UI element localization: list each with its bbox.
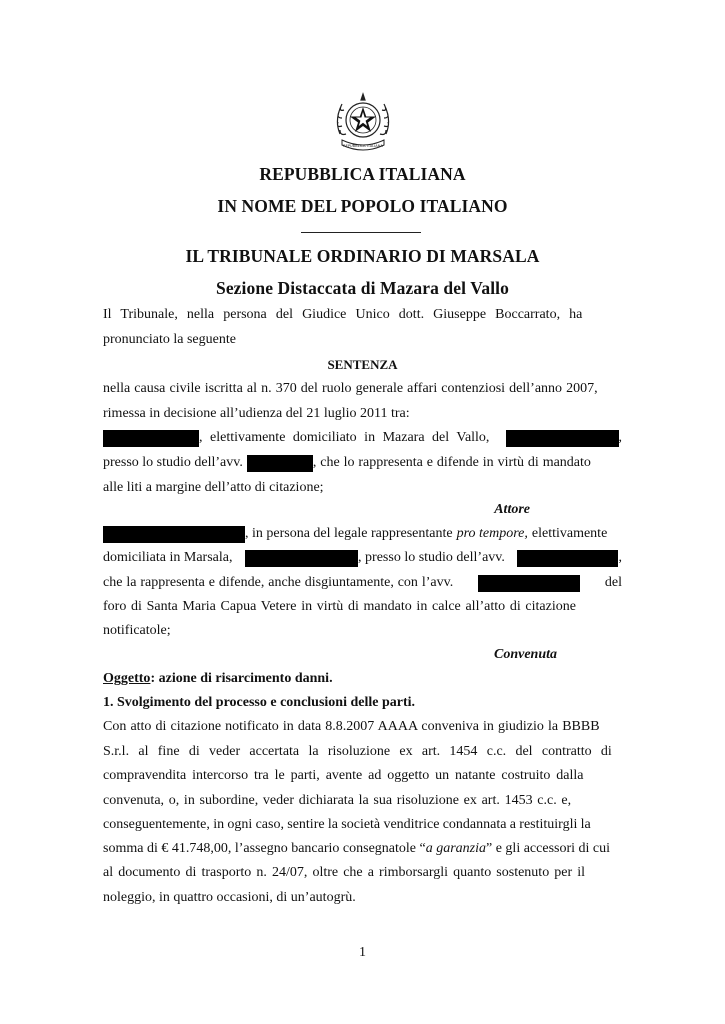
convenuta-text-1a: , in persona del legale rappresentante <box>245 526 453 541</box>
sentenza-heading: SENTENZA <box>327 357 398 372</box>
redacted-block <box>103 526 245 543</box>
attore-role-label: Attore <box>494 502 530 517</box>
section-1-line-5: conseguentemente, in ogni caso, sentire la società venditrice condannata a restituirgli la <box>103 817 591 832</box>
redacted-block <box>478 575 580 592</box>
redacted-block <box>517 550 618 567</box>
page-number: 1 <box>359 945 366 960</box>
section-1-text-6-italic: a garanzia <box>425 841 486 856</box>
intro-line-1 <box>103 306 622 324</box>
convenuta-text-1b: elettivamente <box>531 526 608 541</box>
redacted-block <box>247 455 313 472</box>
court-title: IL TRIBUNALE ORDINARIO DI MARSALA <box>185 246 540 266</box>
redacted-block <box>506 430 619 447</box>
court-section: Sezione Distaccata di Mazara del Vallo <box>215 278 509 298</box>
attore-line-2 <box>103 454 622 472</box>
convenuta-line-5: notificatole; <box>103 623 171 638</box>
oggetto-text: : azione di risarcimento danni. <box>150 671 333 686</box>
attore-text-1a: , elettivamente domiciliato in Mazara del Vallo, <box>199 430 490 445</box>
attore-line-3: alle liti a margine dell’atto di citazione; <box>103 480 324 495</box>
section-1-text-6b: ” e gli accessori di cui <box>486 841 611 856</box>
section-1-line-3: compravendita intercorso tra le parti, avente ad oggetto un natante costruito dalla <box>103 768 584 783</box>
redacted-block <box>103 430 199 447</box>
header-republic: REPUBBLICA ITALIANA <box>259 164 466 184</box>
section-1-line-8: noleggio, in quattro occasioni, di un’autogrù. <box>103 890 356 905</box>
section-1-line-6 <box>103 840 622 858</box>
causa-line-1: nella causa civile iscritta al n. 370 del ruolo generale affari contenziosi dell’anno 2007, <box>103 381 598 396</box>
section-1-line-2: S.r.l. al fine di veder accertata la risoluzione ex art. 1454 c.c. del contratto di <box>103 744 612 759</box>
section-1-heading: 1. Svolgimento del processo e conclusioni delle parti. <box>103 695 416 710</box>
convenuta-text-2c: , <box>618 550 622 565</box>
convenuta-text-1-italic: pro tempore, <box>456 526 528 541</box>
attore-text-1b: , <box>618 430 622 445</box>
header-people: IN NOME DEL POPOLO ITALIANO <box>217 196 508 216</box>
causa-line-2: rimessa in decisione all’udienza del 21 luglio 2011 tra: <box>103 406 410 421</box>
oggetto-label: Oggetto <box>103 671 151 686</box>
intro-text-1: Il Tribunale, nella persona del Giudice Unico dott. Giuseppe Boccarrato, ha <box>103 307 583 322</box>
convenuta-line-1 <box>103 525 622 543</box>
attore-role <box>103 501 530 519</box>
emblem-ribbon-text: REPUBBLICA ITALIANA <box>343 144 383 148</box>
attore-text-2b: , che lo rappresenta e difende in virtù di mandato <box>312 455 591 470</box>
convenuta-text-3a: che la rappresenta e difende, anche disgiuntamente, con l’avv. <box>103 575 454 590</box>
convenuta-line-3 <box>103 574 622 592</box>
section-1-line-7: al documento di trasporto n. 24/07, oltre che a rimborsargli quanto sostenuto per il <box>103 865 586 880</box>
convenuta-text-3b: del <box>604 575 622 590</box>
header-divider <box>301 232 421 233</box>
oggetto-line <box>103 670 622 688</box>
attore-line-1 <box>103 429 622 447</box>
section-1-line-1: Con atto di citazione notificato in data 8.8.2007 AAAA conveniva in giudizio la BBBB <box>103 719 600 734</box>
italian-republic-emblem-icon <box>330 90 396 156</box>
convenuta-text-2a: domiciliata in Marsala, <box>103 550 233 565</box>
section-1-line-4: convenuta, o, in subordine, veder dichiarata la sua risoluzione ex art. 1453 c.c. e, <box>103 793 572 808</box>
intro-line-2: pronunciato la seguente <box>103 332 236 347</box>
convenuta-text-2b: , presso lo studio dell’avv. <box>358 550 505 565</box>
section-1-text-6a: somma di € 41.748,00, l’assegno bancario consegnatole “ <box>103 841 426 856</box>
redacted-block <box>245 550 358 567</box>
attore-text-2a: presso lo studio dell’avv. <box>103 455 243 470</box>
convenuta-line-2 <box>103 549 622 567</box>
convenuta-role <box>103 646 557 664</box>
convenuta-line-4: foro di Santa Maria Capua Vetere in virtù di mandato in calce all’atto di citazione <box>103 599 576 614</box>
convenuta-role-label: Convenuta <box>493 647 557 662</box>
